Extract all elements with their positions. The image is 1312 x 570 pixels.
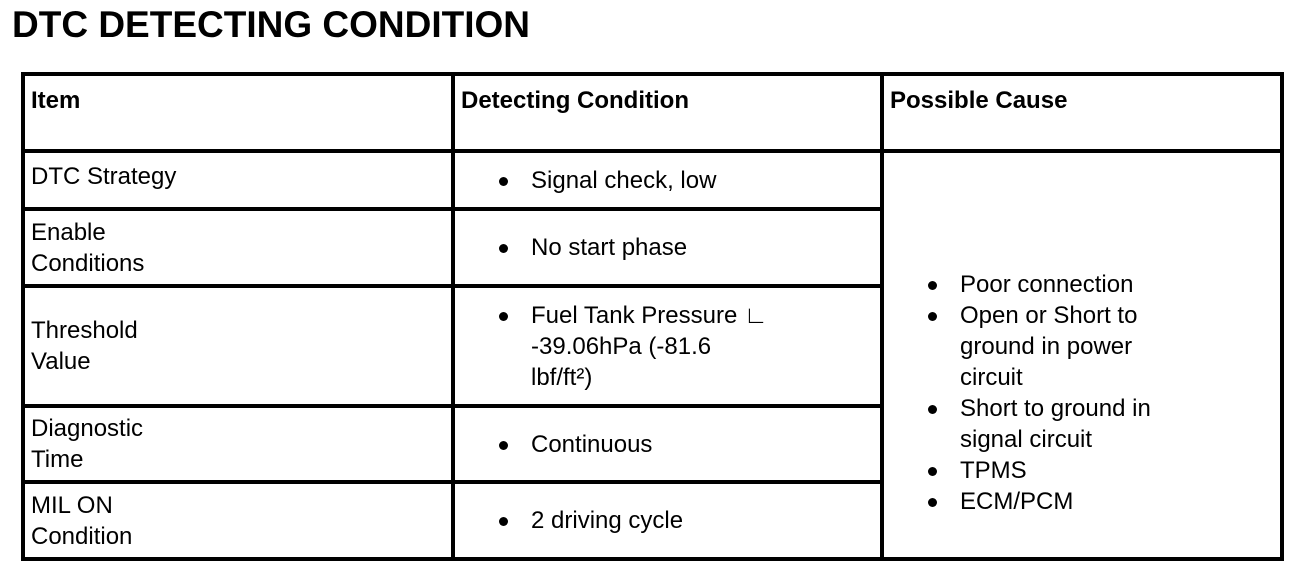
list-item	[497, 300, 870, 393]
dtc-table	[21, 72, 1284, 561]
list-item	[497, 429, 870, 460]
item-mil-on-condition	[23, 482, 453, 559]
list-item	[926, 455, 1270, 486]
item-label: DTC Strategy	[31, 163, 177, 190]
item-label: Value	[31, 348, 91, 375]
item-label: Threshold	[31, 317, 138, 344]
condition-text: -39.06hPa (-81.6	[531, 332, 712, 360]
item-label: Time	[31, 446, 84, 473]
list-item	[497, 505, 870, 536]
item-dtc-strategy	[23, 151, 453, 209]
condition-mil-on-condition	[453, 482, 882, 559]
item-label: Enable	[31, 218, 106, 246]
header-detecting-condition: Detecting Condition	[453, 74, 882, 151]
condition-text: Continuous	[531, 430, 653, 458]
item-label: Conditions	[31, 249, 145, 277]
cause-text: signal circuit	[960, 426, 1093, 453]
list-item	[926, 486, 1270, 517]
cause-text: Short to ground in	[960, 395, 1151, 422]
list-item	[497, 232, 870, 263]
list-item	[497, 165, 870, 196]
table-header-row	[23, 74, 1282, 151]
item-enable-conditions	[23, 209, 453, 286]
cause-text: ground in power	[960, 333, 1133, 360]
list-item	[926, 269, 1270, 300]
condition-text: Signal check, low	[531, 166, 717, 194]
table-row	[23, 151, 1282, 209]
cause-text: circuit	[960, 364, 1023, 391]
condition-text: No start phase	[531, 234, 688, 261]
item-diagnostic-time	[23, 406, 453, 482]
cause-text: Poor connection	[960, 271, 1134, 298]
condition-dtc-strategy	[453, 151, 882, 209]
possible-cause-cell	[882, 151, 1282, 559]
cause-text: TPMS	[960, 457, 1027, 484]
header-possible-cause: Possible Cause	[882, 74, 1282, 151]
cause-text: ECM/PCM	[960, 488, 1074, 515]
list-item	[926, 300, 1270, 393]
condition-text: 2 driving cycle	[531, 507, 684, 534]
header-item: Item	[23, 74, 453, 151]
item-threshold-value	[23, 286, 453, 406]
item-label: Condition	[31, 522, 133, 550]
condition-text: Fuel Tank Pressure ∟	[531, 301, 768, 329]
item-label: Diagnostic	[31, 415, 144, 442]
condition-enable-conditions	[453, 209, 882, 286]
condition-text: lbf/ft²)	[531, 363, 593, 391]
condition-threshold-value	[453, 286, 882, 406]
list-item	[926, 393, 1270, 455]
condition-diagnostic-time	[453, 406, 882, 482]
item-label: MIL ON	[31, 491, 113, 519]
cause-text: Open or Short to	[960, 302, 1138, 329]
page-title: DTC DETECTING CONDITION	[12, 4, 530, 45]
